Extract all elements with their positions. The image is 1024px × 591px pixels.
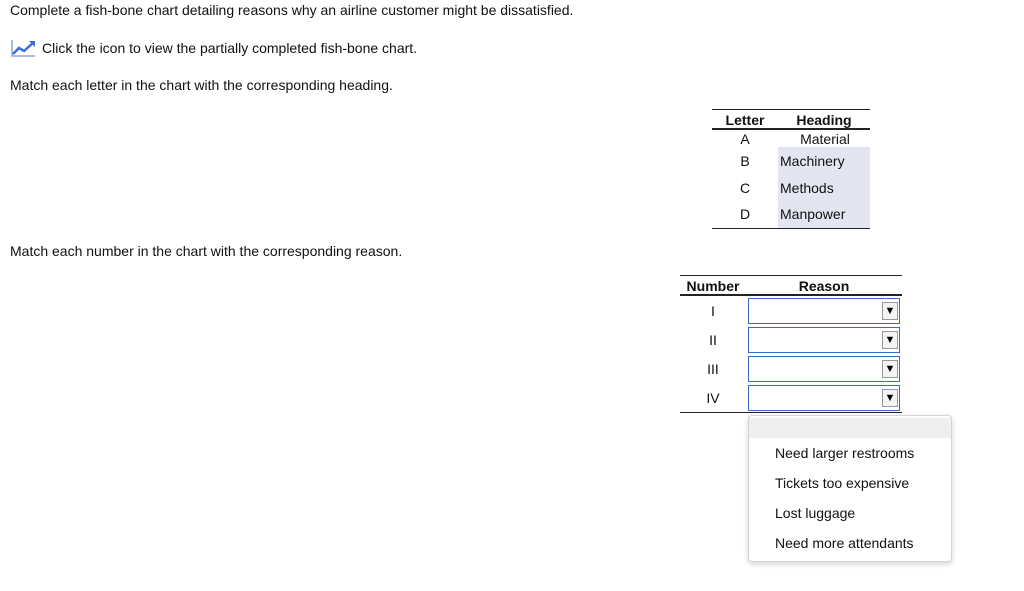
- dropdown-blank-option[interactable]: [749, 418, 951, 438]
- reason-table: [680, 275, 902, 413]
- instruction-text: Complete a fish-bone chart detailing reasons why an airline customer might be dissatisfied.: [10, 2, 574, 18]
- letter-column-header: Letter: [712, 110, 778, 130]
- letter-cell: C: [739, 179, 751, 196]
- letter-cell: A: [740, 130, 750, 147]
- view-chart-row: [10, 39, 417, 57]
- heading-table: [712, 109, 870, 229]
- reason-select-1[interactable]: [748, 298, 900, 324]
- dropdown-arrow-icon[interactable]: ▼: [882, 331, 898, 349]
- dropdown-option[interactable]: Need more attendants: [775, 535, 914, 551]
- letter-cell: D: [739, 206, 751, 223]
- number-column-header: Number: [680, 276, 746, 296]
- dropdown-option[interactable]: Lost luggage: [775, 505, 856, 521]
- number-cell: III: [707, 360, 719, 377]
- letter-cell: B: [740, 152, 750, 169]
- heading-column-header: Heading: [778, 110, 870, 130]
- heading-cell: Material: [800, 130, 850, 147]
- reason-select-3[interactable]: [748, 356, 900, 382]
- heading-answer-cell: Machinery: [778, 147, 870, 174]
- heading-answer-cell: Manpower: [778, 201, 870, 228]
- dropdown-option[interactable]: Need larger restrooms: [775, 445, 915, 461]
- dropdown-arrow-icon[interactable]: ▼: [882, 360, 898, 378]
- letter-instruction: Match each letter in the chart with the corresponding heading.: [10, 77, 393, 93]
- view-chart-text: Click the icon to view the partially completed fish-bone chart.: [42, 40, 418, 56]
- reason-select-4[interactable]: [748, 385, 900, 411]
- dropdown-option[interactable]: Tickets too expensive: [775, 475, 910, 491]
- dropdown-arrow-icon[interactable]: ▼: [882, 389, 898, 407]
- reason-dropdown-list[interactable]: [748, 415, 952, 562]
- dropdown-arrow-icon[interactable]: ▼: [882, 302, 898, 320]
- number-instruction: Match each number in the chart with the corresponding reason.: [10, 243, 403, 259]
- reason-column-header: Reason: [746, 276, 902, 296]
- heading-answer-cell: Methods: [778, 174, 870, 201]
- line-chart-icon[interactable]: [10, 39, 36, 57]
- number-cell: I: [711, 302, 715, 319]
- reason-select-2[interactable]: [748, 327, 900, 353]
- number-cell: II: [709, 331, 717, 348]
- number-cell: IV: [706, 389, 720, 406]
